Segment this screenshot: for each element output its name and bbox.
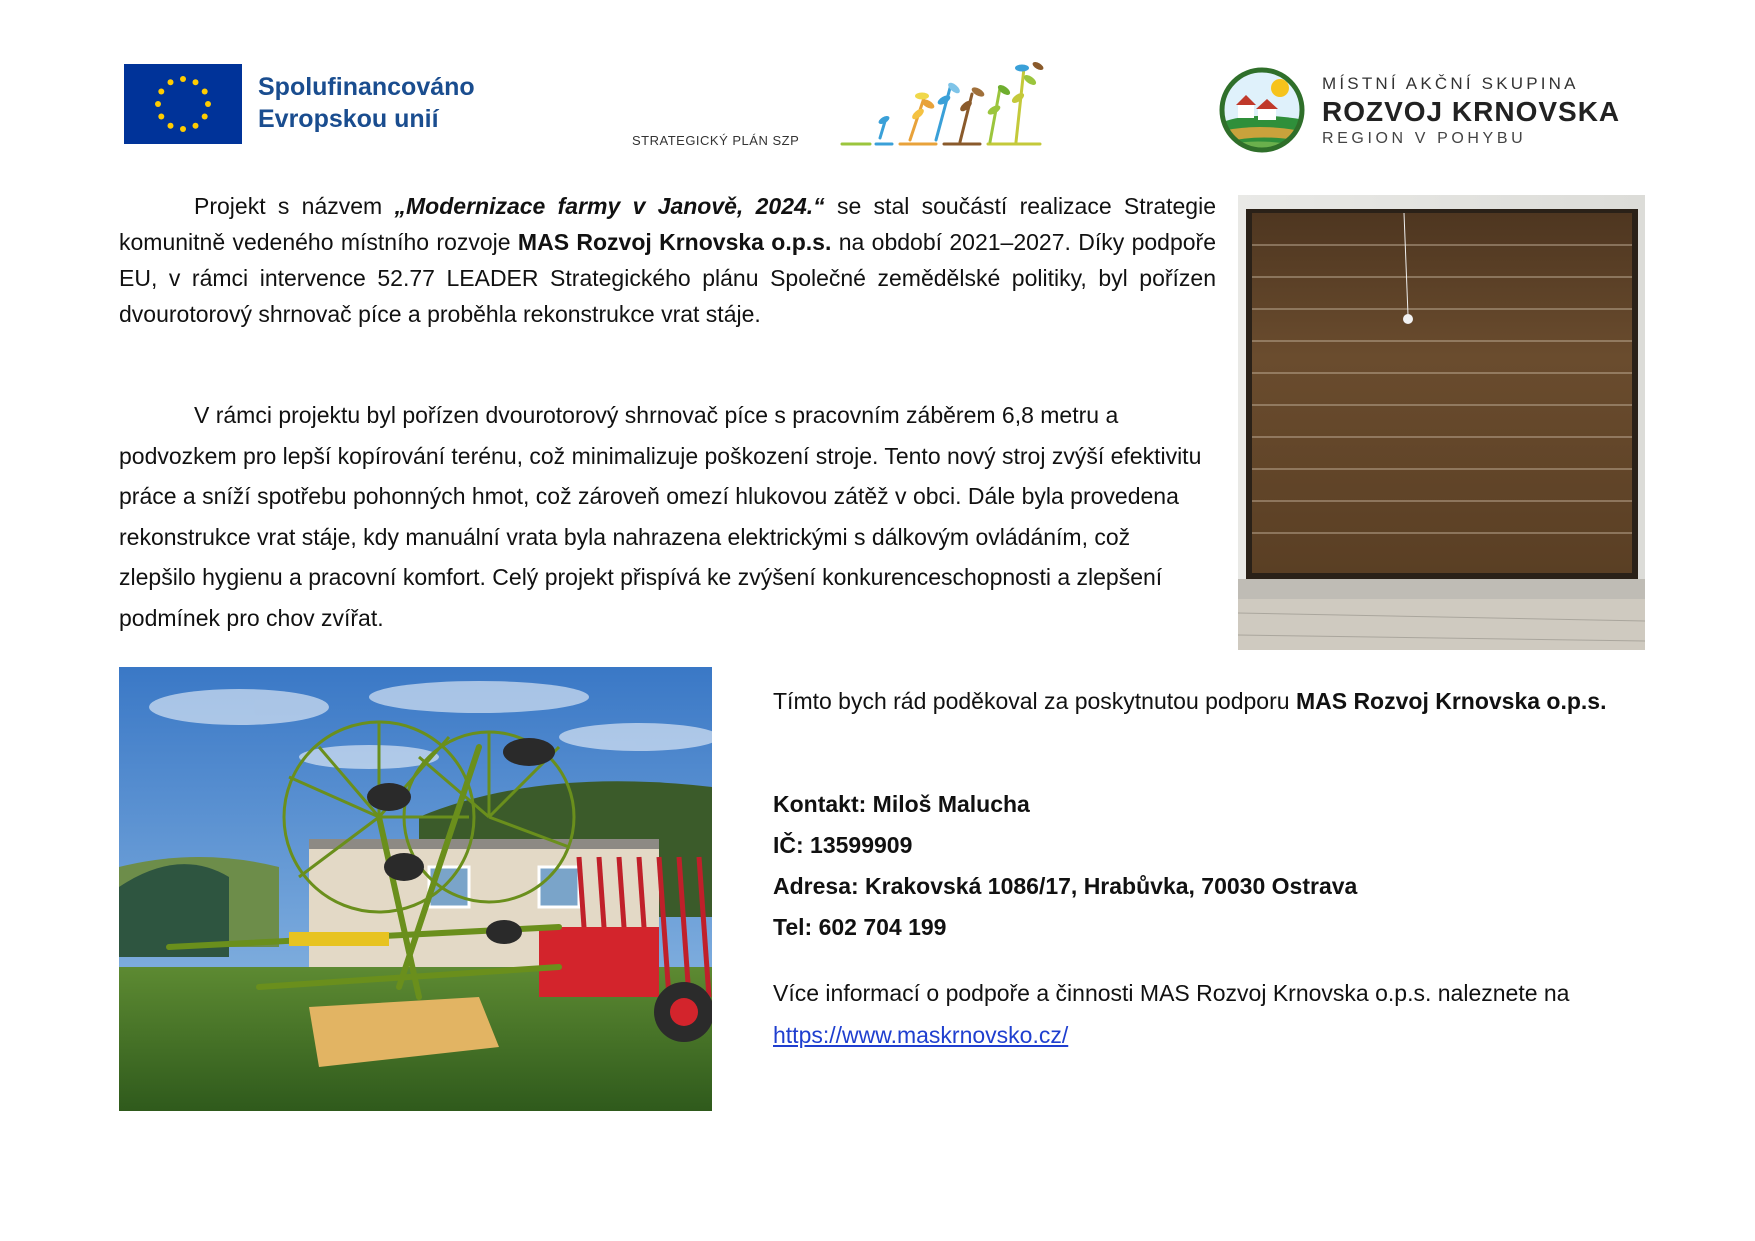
eu-logo-line1: Spolufinancováno [258, 73, 475, 101]
contact-address: Adresa: Krakovská 1086/17, Hrabůvka, 70030 Ostrava [773, 873, 1358, 899]
mas-logo-line2: ROZVOJ KRNOVSKA [1322, 96, 1621, 127]
szp-logo [632, 58, 1052, 154]
contact-ic: IČ: 13599909 [773, 832, 913, 858]
hay-rake-image [119, 667, 712, 1111]
intro-paragraph [119, 188, 1216, 332]
intro-text-2: se stal součástí realizace Strategie komunitně vedeného místního rozvoje [119, 193, 1216, 255]
more-info-text: Více informací o podpoře a činnosti MAS Rozvoj Krnovska o.p.s. naleznete na [773, 980, 1570, 1006]
thanks-paragraph [773, 680, 1673, 722]
contact-block [773, 784, 1673, 948]
body-text: V rámci projektu byl pořízen dvourotorový shrnovač píce s pracovním záběrem 6,8 metru a podvozkem pro lepší kopírování terénu, což minimalizuje poškození stroje. Tento nový stroj zvýší efektivitu práce a sníží spotřebu pohonných hmot, což zároveň omezí hlukovou zátěž v obci. Dále byla provedena rekonstrukce vrat stáje, kdy manuální vrata byla nahrazena elektrickými s dálkovým ovládáním, což zlepšilo hygienu a pracovní komfort. Celý projekt přispívá ke zvýšení konkurenceschopnosti a zlepšení podmínek pro chov zvířat. [119, 402, 1202, 631]
stable-door-image [1238, 195, 1645, 650]
intro-text-3: na období 2021–2027. Díky podpoře EU, v rámci intervence 52.77 LEADER Strategického plánu Společné zemědělské politiky, byl pořízen dvourotorový shrnovač píce a proběhla rekonstrukce vrat stáje. [119, 229, 1216, 327]
mas-emblem-icon [1218, 66, 1306, 154]
mas-name: MAS Rozvoj Krnovska o.p.s. [517, 229, 832, 255]
thanks-text: Tímto bych rád poděkoval za poskytnutou podporu [773, 688, 1296, 714]
thanks-org: MAS Rozvoj Krnovska o.p.s. [1295, 688, 1607, 714]
intro-text-1: Projekt s názvem [194, 193, 395, 219]
hay-rake-photo [119, 667, 712, 1111]
szp-logo-text: STRATEGICKÝ PLÁN SZP [632, 133, 800, 148]
body-paragraph [119, 395, 1209, 638]
eu-logo-line2: Evropskou unií [258, 105, 439, 133]
mas-logo-line3: REGION V POHYBU [1322, 130, 1527, 147]
stable-door-photo [1238, 195, 1645, 650]
mas-logo-line1: MÍSTNÍ AKČNÍ SKUPINA [1322, 74, 1579, 93]
more-info-paragraph [773, 972, 1673, 1056]
mas-logo [1218, 62, 1638, 158]
contact-name: Kontakt: Miloš Malucha [773, 791, 1030, 817]
plants-graphic-icon [840, 58, 1050, 154]
eu-flag-icon [124, 64, 242, 144]
eu-cofinancing-logo [124, 62, 544, 146]
website-link[interactable]: https://www.maskrnovsko.cz/ [773, 1022, 1069, 1048]
project-name: „Modernizace farmy v Janově, 2024.“ [394, 193, 825, 219]
contact-phone: Tel: 602 704 199 [773, 914, 947, 940]
